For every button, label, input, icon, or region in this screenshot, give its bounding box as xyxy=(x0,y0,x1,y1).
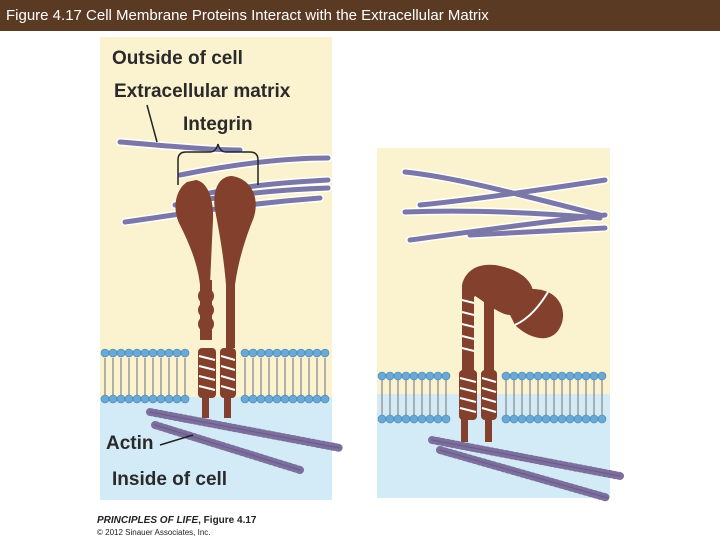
integrin-label: Integrin xyxy=(183,114,253,135)
outside-of-cell-label: Outside of cell xyxy=(112,48,243,69)
figure-credit xyxy=(97,515,256,526)
actin-label: Actin xyxy=(106,433,154,454)
book-title: PRINCIPLES OF LIFE xyxy=(97,515,199,526)
copyright: © 2012 Sinauer Associates, Inc. xyxy=(97,528,211,537)
figure-number: , Figure 4.17 xyxy=(198,515,257,526)
figure-title: Figure 4.17 Cell Membrane Proteins Interact with the Extracellular Matrix xyxy=(6,7,489,24)
extracellular-matrix-label: Extracellular matrix xyxy=(114,81,291,102)
inside-of-cell-label: Inside of cell xyxy=(112,469,228,490)
